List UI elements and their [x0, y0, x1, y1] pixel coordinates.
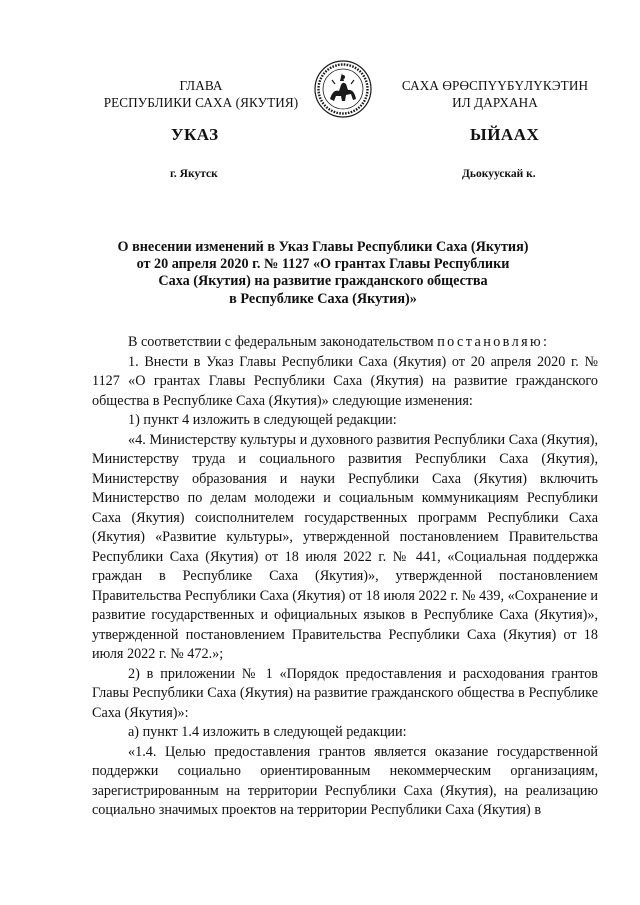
header-left-line1: ГЛАВА — [179, 78, 223, 93]
intro-prefix: В соответствии с федеральным законодательством — [128, 334, 434, 350]
postanovlyayu: постановляю: — [437, 334, 550, 350]
header-left-line2: РЕСПУБЛИКИ САХА (ЯКУТИЯ) — [103, 95, 299, 110]
header-right-line2: ИЛ ДАРХАНА — [452, 95, 538, 110]
paragraph-4: 2) в приложении № 1 «Порядок предоставления и расходования грантов Главы Республики Саха (Якутия) на развитие гражданского общества в Республике Саха (Якутия)»: — [92, 665, 598, 721]
title-line-3: Саха (Якутия) на развитие гражданского общества — [158, 273, 488, 290]
title-line-1: О внесении изменений в Указ Главы Республики Саха (Якутия) — [117, 239, 529, 255]
document-body — [92, 333, 598, 821]
coat-of-arms-icon — [313, 59, 373, 119]
title-line-2: от 20 апреля 2020 г. № 1127 «О грантах Главы Республики — [136, 256, 510, 273]
paragraph-2: 1) пункт 4 изложить в следующей редакции: — [128, 412, 397, 428]
paragraph-5: а) пункт 1.4 изложить в следующей редакции: — [128, 724, 407, 740]
paragraph-1: 1. Внести в Указ Главы Республики Саха (Якутия) от 20 апреля 2020 г. № 1127 «О грантах Главы Республики Саха (Якутия) на развитие гражданского общества в Республике Саха (Якутия)» следующие изменения: — [92, 353, 598, 409]
city-sakha: Дьокуускай к. — [462, 168, 536, 180]
intro-paragraph — [92, 333, 598, 353]
city-ru: г. Якутск — [170, 168, 218, 180]
paragraph-3: «4. Министерству культуры и духовного развития Республики Саха (Якутия), Министерству труда и социального развития Республики Саха (Якутия), Министерству образования и науки Республики Саха (Якутия) включить Министерство по делам молодежи и социальным коммуникациям Республики Саха (Якутия) соисполнителем государственных программ Республики Саха (Якутия) «Развитие культуры», утвержденной постановлением Правительства Республики Саха (Якутия) от 18 июля 2022 г. № 441, «Социальная поддержка граждан в Республике Саха (Якутия)», утвержденной постановлением Правительства Республики Саха (Якутия) от 18 июля 2022 г. № 439, «Сохранение и развитие государственных и официальных языков в Республике Саха (Якутия)», утвержденной постановлением Правительства Республики Саха (Якутия) от 18 июля 2022 г. № 472.»; — [92, 431, 598, 662]
paragraph-6: «1.4. Целью предоставления грантов является оказание государственной поддержки социально ориентированным некоммерческим организациям, зарегистрированным на территории Республики Саха (Якутия), на реализацию социально значимых проектов на территории Республики Саха (Якутия) в — [92, 743, 598, 818]
doc-type-sakha: ЫЙААХ — [470, 125, 540, 144]
doc-type-ru: УКАЗ — [171, 125, 219, 144]
header-left — [84, 77, 318, 111]
document-title — [100, 239, 546, 308]
header-right-line1: САХА ӨРӨСПҮҮБҮЛҮКЭТИН — [401, 78, 589, 93]
title-line-4: в Республике Саха (Якутия)» — [229, 290, 417, 307]
header-right — [380, 77, 610, 111]
